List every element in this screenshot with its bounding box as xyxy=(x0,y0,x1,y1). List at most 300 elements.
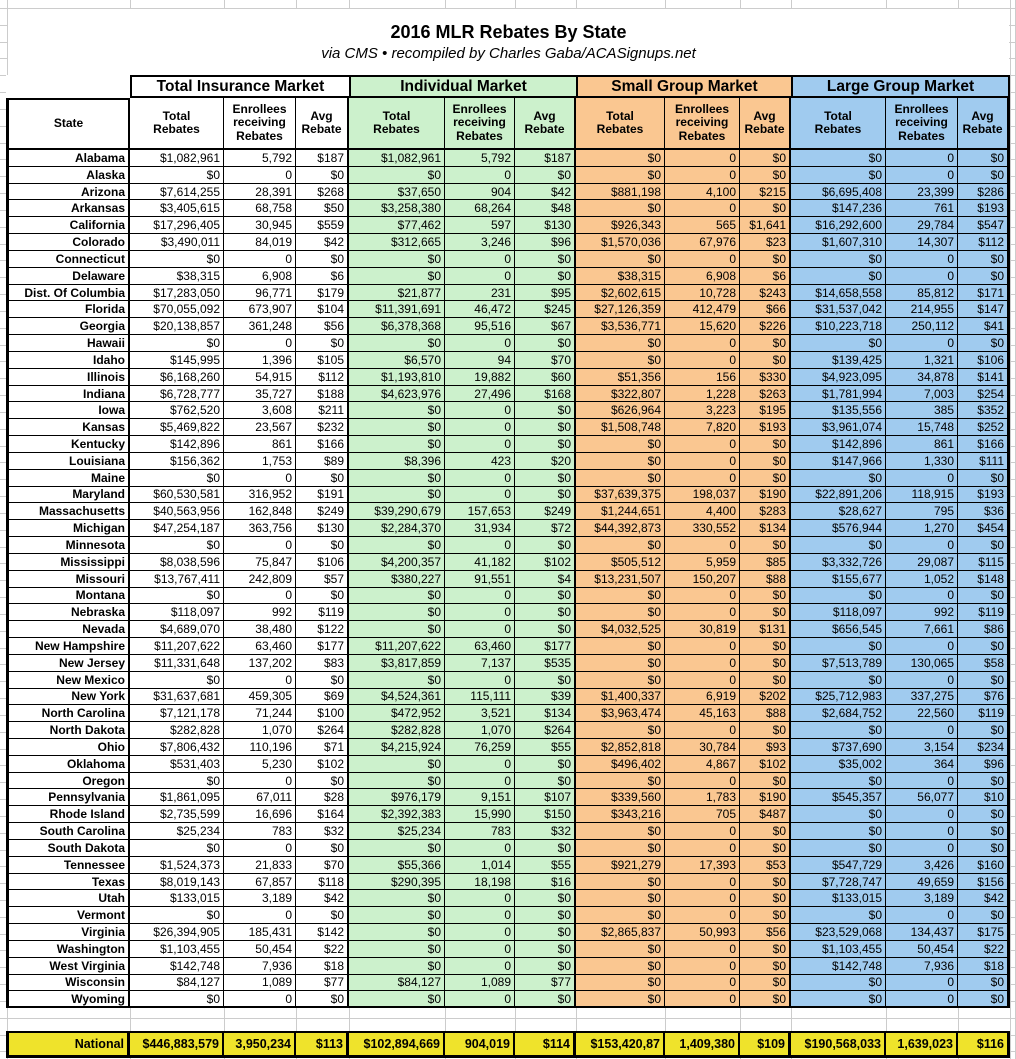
value-cell: 110,196 xyxy=(224,739,296,755)
value-cell: $4,200,357 xyxy=(349,554,445,570)
value-cell: 185,431 xyxy=(224,924,296,940)
value-cell: $0 xyxy=(791,907,886,923)
value-cell: $0 xyxy=(740,251,791,267)
value-cell: $496,402 xyxy=(576,756,665,772)
value-cell: $487 xyxy=(740,806,791,822)
value-cell: 0 xyxy=(886,588,958,604)
table-row xyxy=(6,285,1010,302)
value-cell: $0 xyxy=(296,167,349,183)
state-name-cell: Virginia xyxy=(6,924,130,940)
value-cell: 35,727 xyxy=(224,386,296,402)
table-row xyxy=(6,470,1010,487)
value-cell: $6,168,260 xyxy=(130,369,224,385)
value-cell: $737,690 xyxy=(791,739,886,755)
value-cell: $0 xyxy=(349,402,445,418)
value-cell: $106 xyxy=(958,352,1010,368)
column-header-avg-rebate xyxy=(296,98,349,150)
value-cell: 214,955 xyxy=(886,301,958,317)
value-cell: $0 xyxy=(740,436,791,452)
table-row xyxy=(6,150,1010,167)
value-cell: $0 xyxy=(130,773,224,789)
value-cell: $0 xyxy=(515,268,576,284)
value-cell: 0 xyxy=(886,638,958,654)
value-cell: $0 xyxy=(576,958,665,974)
table-row xyxy=(6,890,1010,907)
value-cell: $23,529,068 xyxy=(791,924,886,940)
value-cell: 29,784 xyxy=(886,217,958,233)
column-header-label: Enrollees receiving Rebates xyxy=(452,101,507,143)
value-cell: $88 xyxy=(740,571,791,587)
value-cell: 50,454 xyxy=(886,941,958,957)
column-header-total-rebates xyxy=(349,98,445,150)
value-cell: $76 xyxy=(958,689,1010,705)
column-header-label: Enrollees receiving Rebates xyxy=(232,101,287,143)
state-name-cell: Kansas xyxy=(6,419,130,435)
value-cell: $135,556 xyxy=(791,402,886,418)
value-cell: 41,182 xyxy=(445,554,515,570)
value-cell: 330,552 xyxy=(665,520,740,536)
value-cell: $0 xyxy=(296,251,349,267)
value-cell: 0 xyxy=(445,941,515,957)
value-cell: $0 xyxy=(740,453,791,469)
value-cell: $0 xyxy=(515,924,576,940)
value-cell: 0 xyxy=(886,470,958,486)
value-cell: 4,867 xyxy=(665,756,740,772)
value-cell: $4,524,361 xyxy=(349,689,445,705)
national-value-cell: $113 xyxy=(296,1033,349,1055)
value-cell: 0 xyxy=(886,806,958,822)
value-cell: 50,993 xyxy=(665,924,740,940)
value-cell: $44,392,873 xyxy=(576,520,665,536)
value-cell: $0 xyxy=(349,537,445,553)
value-cell: $559 xyxy=(296,217,349,233)
value-cell: $187 xyxy=(515,150,576,166)
value-cell: 0 xyxy=(445,251,515,267)
state-name-cell: Nebraska xyxy=(6,604,130,620)
value-cell: $249 xyxy=(296,503,349,519)
value-cell: $0 xyxy=(349,672,445,688)
value-cell: $83 xyxy=(296,655,349,671)
value-cell: $0 xyxy=(296,840,349,856)
value-cell: 7,936 xyxy=(886,958,958,974)
table-row xyxy=(6,184,1010,201)
value-cell: 34,878 xyxy=(886,369,958,385)
value-cell: 783 xyxy=(445,823,515,839)
value-cell: $0 xyxy=(349,487,445,503)
value-cell: $283 xyxy=(740,503,791,519)
value-cell: 904 xyxy=(445,184,515,200)
value-cell: 49,659 xyxy=(886,874,958,890)
value-cell: $70 xyxy=(515,352,576,368)
value-cell: 0 xyxy=(224,991,296,1006)
value-cell: $0 xyxy=(791,638,886,654)
value-cell: $86 xyxy=(958,621,1010,637)
value-cell: 3,189 xyxy=(224,890,296,906)
value-cell: 0 xyxy=(886,150,958,166)
table-row xyxy=(6,369,1010,386)
value-cell: 54,915 xyxy=(224,369,296,385)
value-cell: $18 xyxy=(958,958,1010,974)
value-cell: $0 xyxy=(740,352,791,368)
value-cell: $0 xyxy=(349,907,445,923)
value-cell: $232 xyxy=(296,419,349,435)
value-cell: $115 xyxy=(958,554,1010,570)
value-cell: $4,215,924 xyxy=(349,739,445,755)
value-cell: $2,392,383 xyxy=(349,806,445,822)
value-cell: $156 xyxy=(958,874,1010,890)
value-cell: $0 xyxy=(576,991,665,1006)
value-cell: 45,163 xyxy=(665,705,740,721)
value-cell: 115,111 xyxy=(445,689,515,705)
value-cell: 0 xyxy=(224,588,296,604)
value-cell: 63,460 xyxy=(224,638,296,654)
value-cell: $0 xyxy=(958,672,1010,688)
value-cell: $282,828 xyxy=(349,722,445,738)
value-cell: $0 xyxy=(576,773,665,789)
value-cell: $1,641 xyxy=(740,217,791,233)
value-cell: 423 xyxy=(445,453,515,469)
value-cell: $0 xyxy=(791,150,886,166)
value-cell: $0 xyxy=(515,335,576,351)
value-cell: 68,264 xyxy=(445,200,515,216)
value-cell: $1,524,373 xyxy=(130,857,224,873)
column-header-enrollees-receiving-rebates xyxy=(224,98,296,150)
value-cell: 7,003 xyxy=(886,386,958,402)
value-cell: $0 xyxy=(740,335,791,351)
value-cell: 0 xyxy=(445,672,515,688)
page-title: 2016 MLR Rebates By State xyxy=(390,22,627,42)
table-row xyxy=(6,588,1010,605)
value-cell: $22,891,206 xyxy=(791,487,886,503)
value-cell: 1,270 xyxy=(886,520,958,536)
value-cell: 19,882 xyxy=(445,369,515,385)
table-row xyxy=(6,436,1010,453)
value-cell: 27,496 xyxy=(445,386,515,402)
value-cell: 0 xyxy=(665,335,740,351)
column-header-label: Avg Rebate xyxy=(301,108,342,136)
value-cell: $1,193,810 xyxy=(349,369,445,385)
value-cell: $51,356 xyxy=(576,369,665,385)
value-cell: 6,908 xyxy=(665,268,740,284)
value-cell: $102 xyxy=(296,756,349,772)
value-cell: 76,259 xyxy=(445,739,515,755)
value-cell: $0 xyxy=(740,200,791,216)
value-cell: $36 xyxy=(958,503,1010,519)
value-cell: 50,454 xyxy=(224,941,296,957)
value-cell: $343,216 xyxy=(576,806,665,822)
value-cell: $0 xyxy=(576,436,665,452)
group-header-total-insurance-market: Total Insurance Market xyxy=(130,75,349,98)
value-cell: $0 xyxy=(958,150,1010,166)
value-cell: $0 xyxy=(576,823,665,839)
state-name-cell: Utah xyxy=(6,890,130,906)
value-cell: 150,207 xyxy=(665,571,740,587)
value-cell: $505,512 xyxy=(576,554,665,570)
value-cell: $0 xyxy=(296,537,349,553)
value-cell: 23,399 xyxy=(886,184,958,200)
value-cell: $0 xyxy=(349,604,445,620)
value-cell: $0 xyxy=(958,268,1010,284)
national-value-cell: 1,639,023 xyxy=(886,1033,958,1055)
value-cell: $0 xyxy=(740,588,791,604)
value-cell: $0 xyxy=(740,941,791,957)
value-cell: $139,425 xyxy=(791,352,886,368)
table-row xyxy=(6,234,1010,251)
value-cell: $50 xyxy=(296,200,349,216)
value-cell: 992 xyxy=(886,604,958,620)
value-cell: $0 xyxy=(740,537,791,553)
value-cell: $535 xyxy=(515,655,576,671)
value-cell: $118,097 xyxy=(791,604,886,620)
value-cell: 95,516 xyxy=(445,318,515,334)
state-name-cell: New York xyxy=(6,689,130,705)
state-name-cell: North Carolina xyxy=(6,705,130,721)
value-cell: $0 xyxy=(515,470,576,486)
value-cell: $215 xyxy=(740,184,791,200)
value-cell: $0 xyxy=(740,167,791,183)
value-cell: $0 xyxy=(296,991,349,1006)
value-cell: $32 xyxy=(515,823,576,839)
value-cell: 0 xyxy=(445,436,515,452)
table-row xyxy=(6,453,1010,470)
value-cell: $1,103,455 xyxy=(130,941,224,957)
value-cell: $16,292,600 xyxy=(791,217,886,233)
value-cell: $37,639,375 xyxy=(576,487,665,503)
value-cell: $31,637,681 xyxy=(130,689,224,705)
value-cell: $0 xyxy=(515,621,576,637)
state-name-cell: Washington xyxy=(6,941,130,957)
value-cell: $1,082,961 xyxy=(130,150,224,166)
value-cell: 861 xyxy=(886,436,958,452)
value-cell: $6,695,408 xyxy=(791,184,886,200)
value-cell: $0 xyxy=(296,588,349,604)
value-cell: $41 xyxy=(958,318,1010,334)
value-cell: $39,290,679 xyxy=(349,503,445,519)
national-value-cell: $109 xyxy=(740,1033,791,1055)
value-cell: $23 xyxy=(740,234,791,250)
column-header-row xyxy=(6,98,1010,150)
value-cell: $190 xyxy=(740,789,791,805)
table-row xyxy=(6,621,1010,638)
state-name-cell: Louisiana xyxy=(6,453,130,469)
value-cell: $3,536,771 xyxy=(576,318,665,334)
value-cell: $55 xyxy=(515,857,576,873)
value-cell: $0 xyxy=(791,588,886,604)
value-cell: $0 xyxy=(958,975,1010,991)
value-cell: 0 xyxy=(445,470,515,486)
value-cell: $0 xyxy=(740,907,791,923)
value-cell: $0 xyxy=(349,419,445,435)
table-row xyxy=(6,217,1010,234)
value-cell: $77 xyxy=(296,975,349,991)
state-name-cell: West Virginia xyxy=(6,958,130,974)
value-cell: 71,244 xyxy=(224,705,296,721)
value-cell: $0 xyxy=(791,773,886,789)
state-name-cell: Delaware xyxy=(6,268,130,284)
value-cell: $84,127 xyxy=(130,975,224,991)
value-cell: 91,551 xyxy=(445,571,515,587)
value-cell: $17,296,405 xyxy=(130,217,224,233)
value-cell: $0 xyxy=(576,874,665,890)
value-cell: $0 xyxy=(515,588,576,604)
value-cell: 56,077 xyxy=(886,789,958,805)
page-subtitle: via CMS • recompiled by Charles Gaba/ACASignups.net xyxy=(321,44,696,62)
value-cell: 0 xyxy=(665,958,740,974)
value-cell: 0 xyxy=(665,638,740,654)
value-cell: $547 xyxy=(958,217,1010,233)
value-cell: $0 xyxy=(576,638,665,654)
value-cell: $243 xyxy=(740,285,791,301)
value-cell: $133,015 xyxy=(791,890,886,906)
value-cell: $0 xyxy=(349,890,445,906)
national-value-cell: $114 xyxy=(515,1033,576,1055)
value-cell: $1,570,036 xyxy=(576,234,665,250)
value-cell: 0 xyxy=(886,991,958,1006)
value-cell: $3,332,726 xyxy=(791,554,886,570)
value-cell: $22 xyxy=(296,941,349,957)
value-cell: $85 xyxy=(740,554,791,570)
value-cell: $56 xyxy=(740,924,791,940)
table-row xyxy=(6,402,1010,419)
value-cell: 94 xyxy=(445,352,515,368)
value-cell: 1,052 xyxy=(886,571,958,587)
value-cell: $18 xyxy=(296,958,349,974)
value-cell: 75,847 xyxy=(224,554,296,570)
value-cell: 156 xyxy=(665,369,740,385)
value-cell: $77,462 xyxy=(349,217,445,233)
table-row xyxy=(6,655,1010,672)
state-name-cell: Connecticut xyxy=(6,251,130,267)
value-cell: $0 xyxy=(130,907,224,923)
value-cell: 673,907 xyxy=(224,301,296,317)
table-row xyxy=(6,823,1010,840)
value-cell: 4,400 xyxy=(665,503,740,519)
value-cell: 84,019 xyxy=(224,234,296,250)
value-cell: $28 xyxy=(296,789,349,805)
value-cell: $762,520 xyxy=(130,402,224,418)
group-header-individual-market: Individual Market xyxy=(349,75,576,98)
column-header-avg-rebate xyxy=(515,98,576,150)
value-cell: $0 xyxy=(515,487,576,503)
table-row xyxy=(6,419,1010,436)
value-cell: $0 xyxy=(958,991,1010,1006)
value-cell: 16,696 xyxy=(224,806,296,822)
value-cell: $164 xyxy=(296,806,349,822)
value-cell: $37,650 xyxy=(349,184,445,200)
value-cell: $156,362 xyxy=(130,453,224,469)
value-cell: $0 xyxy=(349,268,445,284)
value-cell: $42 xyxy=(958,890,1010,906)
value-cell: 0 xyxy=(665,722,740,738)
value-cell: $0 xyxy=(515,537,576,553)
value-cell: 6,908 xyxy=(224,268,296,284)
value-cell: $0 xyxy=(740,722,791,738)
value-cell: $42 xyxy=(515,184,576,200)
state-name-cell: Alabama xyxy=(6,150,130,166)
value-cell: 5,959 xyxy=(665,554,740,570)
value-cell: $0 xyxy=(349,167,445,183)
value-cell: 0 xyxy=(665,823,740,839)
value-cell: $0 xyxy=(791,975,886,991)
value-cell: 63,460 xyxy=(445,638,515,654)
value-cell: $0 xyxy=(130,672,224,688)
value-cell: $32 xyxy=(296,823,349,839)
value-cell: $322,807 xyxy=(576,386,665,402)
value-cell: 7,137 xyxy=(445,655,515,671)
value-cell: 31,934 xyxy=(445,520,515,536)
state-name-cell: Iowa xyxy=(6,402,130,418)
state-name-cell: California xyxy=(6,217,130,233)
value-cell: 0 xyxy=(886,823,958,839)
table-row xyxy=(6,689,1010,706)
value-cell: $25,234 xyxy=(130,823,224,839)
value-cell: $0 xyxy=(958,773,1010,789)
value-cell: $0 xyxy=(515,840,576,856)
group-header-small-group-market: Small Group Market xyxy=(576,75,791,98)
value-cell: $626,964 xyxy=(576,402,665,418)
value-cell: $14,658,558 xyxy=(791,285,886,301)
value-cell: $0 xyxy=(958,470,1010,486)
value-cell: 861 xyxy=(224,436,296,452)
value-cell: 0 xyxy=(445,167,515,183)
column-header-total-rebates xyxy=(791,98,886,150)
value-cell: 0 xyxy=(445,756,515,772)
value-cell: $8,019,143 xyxy=(130,874,224,890)
value-cell: 0 xyxy=(665,352,740,368)
value-cell: $0 xyxy=(576,975,665,991)
value-cell: $142,748 xyxy=(791,958,886,974)
value-cell: 5,230 xyxy=(224,756,296,772)
value-cell: $47,254,187 xyxy=(130,520,224,536)
state-name-cell: Texas xyxy=(6,874,130,890)
value-cell: $0 xyxy=(130,840,224,856)
value-cell: $104 xyxy=(296,301,349,317)
column-header-label: Total Rebates xyxy=(814,108,862,136)
value-cell: $921,279 xyxy=(576,857,665,873)
value-cell: 0 xyxy=(445,487,515,503)
value-cell: 0 xyxy=(886,251,958,267)
state-name-cell: Illinois xyxy=(6,369,130,385)
value-cell: $3,961,074 xyxy=(791,419,886,435)
value-cell: $0 xyxy=(349,941,445,957)
value-cell: $71 xyxy=(296,739,349,755)
spacer-row xyxy=(6,1008,1010,1031)
column-header-label: Enrollees receiving Rebates xyxy=(674,101,730,143)
value-cell: $122 xyxy=(296,621,349,637)
value-cell: 198,037 xyxy=(665,487,740,503)
value-cell: $119 xyxy=(958,705,1010,721)
value-cell: 0 xyxy=(445,907,515,923)
value-cell: $0 xyxy=(958,840,1010,856)
value-cell: $57 xyxy=(296,571,349,587)
value-cell: $88 xyxy=(740,705,791,721)
value-cell: $0 xyxy=(740,773,791,789)
value-cell: $187 xyxy=(296,150,349,166)
value-cell: 3,608 xyxy=(224,402,296,418)
value-cell: 1,070 xyxy=(224,722,296,738)
value-cell: $105 xyxy=(296,352,349,368)
value-cell: $1,508,748 xyxy=(576,419,665,435)
value-cell: $0 xyxy=(576,453,665,469)
value-cell: 0 xyxy=(886,722,958,738)
value-cell: $4,923,095 xyxy=(791,369,886,385)
value-cell: 6,919 xyxy=(665,689,740,705)
value-cell: $171 xyxy=(958,285,1010,301)
value-cell: 38,480 xyxy=(224,621,296,637)
value-cell: $0 xyxy=(740,874,791,890)
value-cell: 1,070 xyxy=(445,722,515,738)
value-cell: $48 xyxy=(515,200,576,216)
